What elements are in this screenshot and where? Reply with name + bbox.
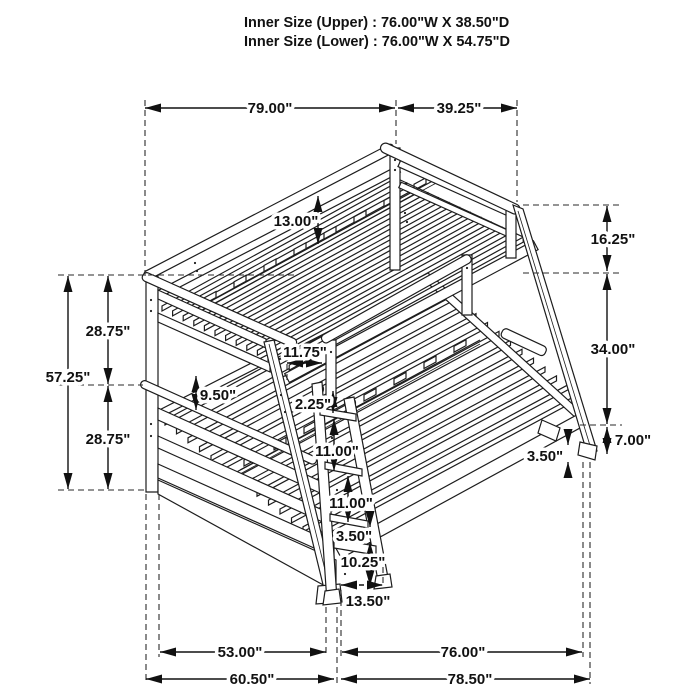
dim-label: 11.00" [329, 495, 373, 512]
dim-ladder-base-depth [341, 585, 390, 610]
dim-label: 16.25" [590, 231, 636, 248]
dim-left-upper-half [86, 276, 131, 384]
dim-label: 2.25" [294, 396, 332, 413]
dim-label: 28.75" [85, 431, 131, 448]
dim-label: 7.00" [614, 432, 652, 449]
dim-label: 13.00" [273, 213, 319, 230]
dim-cap-to-guardrail-right [591, 206, 636, 271]
inner-size-lower-label: Inner Size (Lower) : 76.00"W X 54.75"D [244, 34, 510, 50]
dim-guardrail-offset [283, 344, 327, 363]
dim-label: 3.50" [526, 448, 564, 465]
dim-label: 53.00" [217, 644, 263, 661]
dim-label: 11.00" [315, 443, 359, 460]
dim-overall-width-top [145, 100, 395, 117]
dim-frame-height-right [607, 427, 651, 454]
dim-label: 57.25" [45, 369, 91, 386]
dim-label: 60.50" [229, 671, 275, 688]
dim-label: 79.00" [247, 100, 293, 117]
footboard-right-post [506, 208, 516, 258]
dim-guardrail-to-frame-right [591, 274, 636, 424]
dim-lower-width-span [342, 644, 582, 661]
dim-label: 76.00" [440, 644, 486, 661]
dim-label: 13.50" [345, 593, 391, 610]
dim-left-lower-half [86, 386, 131, 489]
dim-overall-width-bottom [341, 671, 590, 688]
dim-upper-depth-top [398, 100, 517, 117]
dim-label: 39.25" [436, 100, 482, 117]
dim-label: 78.50" [447, 671, 493, 688]
dim-label: 34.00" [590, 341, 636, 358]
dim-height-overall-left [46, 276, 91, 489]
dim-lower-panel-span [160, 644, 326, 661]
dim-label: 11.75" [283, 344, 327, 361]
dim-label: 3.50" [335, 528, 373, 545]
dim-label: 28.75" [85, 323, 131, 340]
title-block [244, 15, 510, 50]
guardrail-left-post [326, 340, 336, 400]
ladder-left-foot [323, 589, 341, 605]
dim-overall-depth-bottom [146, 671, 334, 688]
inner-size-upper-label: Inner Size (Upper) : 76.00"W X 38.50"D [244, 15, 510, 31]
dim-label: 9.50" [199, 387, 237, 404]
right-angled-leg [513, 205, 597, 460]
dim-label: 10.25" [340, 554, 386, 571]
